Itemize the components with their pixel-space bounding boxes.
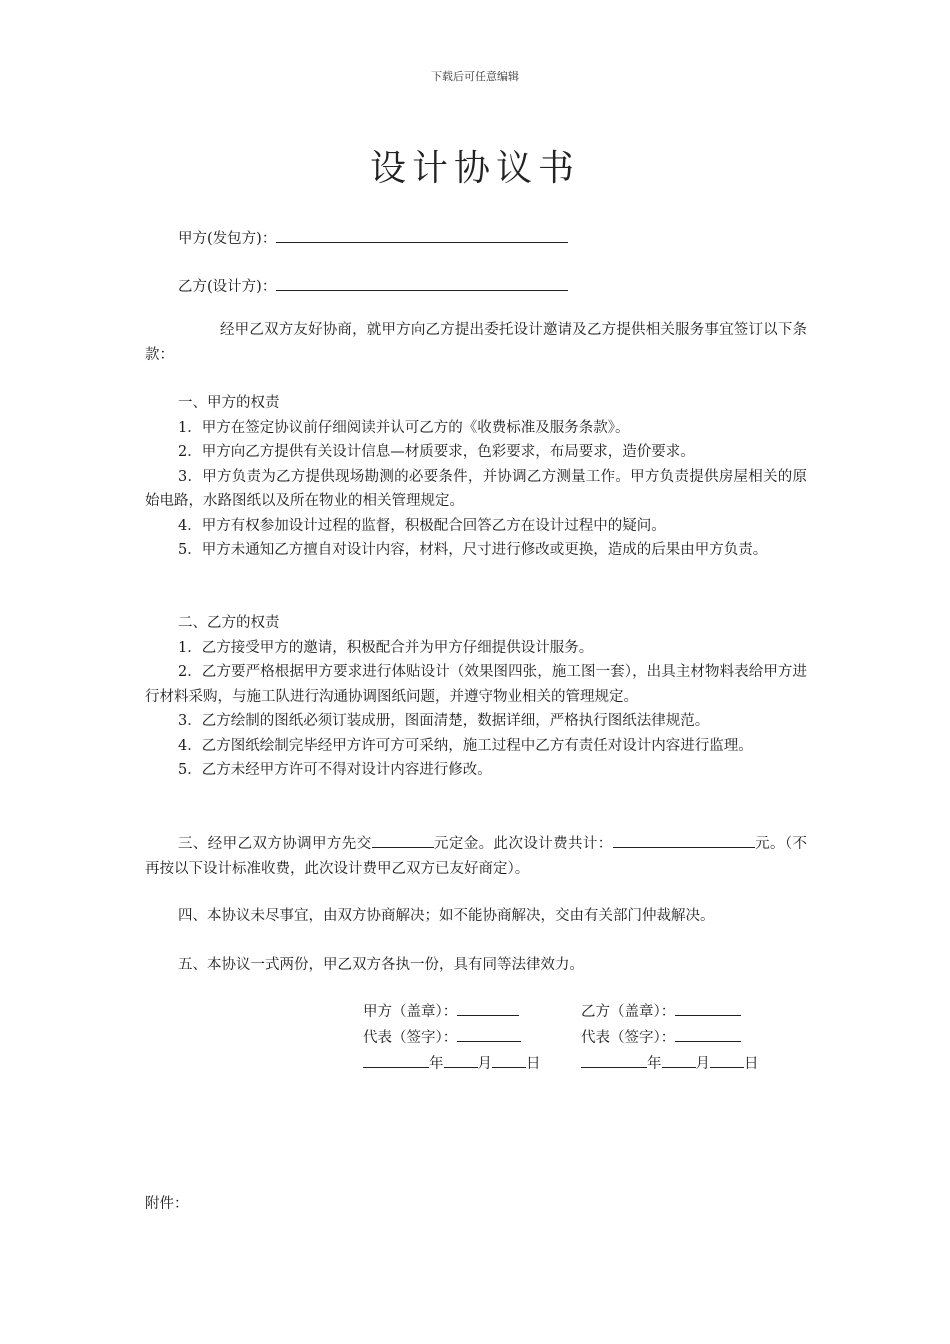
party-b-seal-line [581,999,759,1025]
section-copies [145,953,807,978]
party-a-blank[interactable] [276,226,568,243]
attachment-label: 附件： [145,1196,189,1212]
party-b-label: 乙方(设计方)： [178,279,277,295]
party-a-date-line [363,1051,541,1077]
section-fee [145,831,807,881]
total-fee-blank[interactable] [613,831,755,848]
party-a-rep-line [363,1025,541,1051]
section-party-a [145,391,807,563]
section1-heading: 一、甲方的权责 [178,395,280,411]
section2-item: 1．乙方接受甲方的邀请，积极配合并为甲方仔细提供设计服务。 [178,639,594,656]
year-label: 年 [429,1056,444,1072]
section1-item: 4．甲方有权参加设计过程的监督，积极配合回答乙方在设计过程中的疑问。 [178,517,666,534]
deposit-blank[interactable] [372,831,434,848]
party-a-year-blank[interactable] [363,1051,429,1068]
section5-text: 五、本协议一式两份，甲乙双方各执一份，具有同等法律效力。 [178,957,584,973]
party-a-seal-line [363,999,541,1025]
party-b-date-line [581,1051,759,1077]
section2-item: 5．乙方未经甲方许可不得对设计内容进行修改。 [178,762,492,778]
party-b-rep-line [581,1025,759,1051]
day-label: 日 [526,1056,541,1072]
party-b-year-blank[interactable] [581,1051,647,1068]
party-b-day-blank[interactable] [710,1051,744,1068]
party-a-label: 甲方(发包方)： [178,231,277,247]
fee-text-part1: 三、经甲乙双方协调甲方先交 [178,836,372,852]
page-title: 设计协议书 [369,148,580,189]
section2-item: 4．乙方图纸绘制完毕经甲方许可方可采纳，施工过程中乙方有责任对设计内容进行监理。 [178,737,753,754]
section4-text: 四、本协议未尽事宜，由双方协商解决；如不能协商解决，交由有关部门仲裁解决。 [178,908,715,924]
section1-item: 2．甲方向乙方提供有关设计信息—材质要求，色彩要求，布局要求，造价要求。 [178,444,695,460]
month-label: 月 [695,1056,710,1072]
party-a-seal-label: 甲方（盖章）： [363,1004,458,1020]
section1-item: 1．甲方在签定协议前仔细阅读并认可乙方的《收费标准及服务条款》。 [178,419,630,436]
section3-text [145,831,807,881]
fee-text-part3: 元。（不再按以下设计标准收费，此次设计费甲乙双方已友好商定）。 [145,836,808,877]
party-b-rep-label: 代表（签字）： [581,1030,676,1046]
party-a-rep-label: 代表（签字）： [363,1030,458,1046]
signature-party-a [363,999,541,1077]
party-a-month-blank[interactable] [444,1051,478,1068]
section2-heading: 二、乙方的权责 [178,615,280,631]
section2-item: 2．乙方要严格根据甲方要求进行体贴设计（效果图四张，施工图一套），出具主材物料表给甲方进行材料采购，与施工队进行沟通协调图纸问题，并遵守物业相关的管理规定。 [145,664,807,705]
section1-item: 3．甲方负责为乙方提供现场勘测的必要条件，并协调乙方测量工作。甲方负责提供房屋相关的原始电路，水路图纸以及所在物业的相关管理规定。 [145,468,807,509]
section1-item: 5．甲方未通知乙方擅自对设计内容，材料，尺寸进行修改或更换，造成的后果由甲方负责。 [178,542,768,558]
section2-item: 3．乙方绘制的图纸必须订装成册，图面清楚，数据详细，严格执行图纸法律规范。 [178,713,710,729]
party-b-rep-blank[interactable] [675,1025,741,1042]
party-a-line [178,226,568,249]
party-b-seal-label: 乙方（盖章）： [581,1004,676,1020]
party-a-seal-blank[interactable] [457,999,519,1016]
signature-party-b [581,999,759,1077]
party-b-month-blank[interactable] [662,1051,696,1068]
year-label: 年 [647,1056,662,1072]
day-label: 日 [744,1056,759,1072]
party-b-line [178,274,568,297]
section-party-b [145,611,807,783]
party-b-seal-blank[interactable] [675,999,741,1016]
intro-text: 经甲乙双方友好协商，就甲方向乙方提出委托设计邀请及乙方提供相关服务事宜签订以下条款： [145,322,807,363]
month-label: 月 [477,1056,492,1072]
header-note: 下载后可任意编辑 [431,70,519,83]
fee-text-part2: 元定金。此次设计费共计： [433,836,613,852]
party-a-day-blank[interactable] [492,1051,526,1068]
party-a-rep-blank[interactable] [457,1025,521,1042]
section-disputes [145,904,807,929]
party-b-blank[interactable] [276,274,568,291]
intro-paragraph [145,318,807,367]
